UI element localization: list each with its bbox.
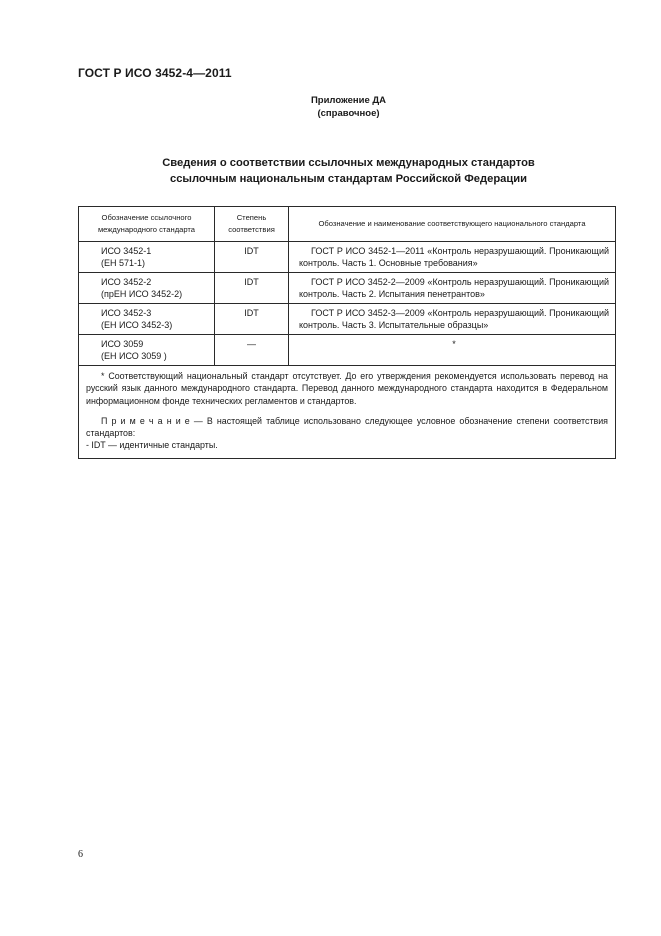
table-row xyxy=(79,335,616,366)
national-standard-cell: ГОСТ Р ИСО 3452-2—2009 «Контроль неразрушающий. Проникающий контроль. Часть 2. Испытания пенетрантов» xyxy=(289,273,616,304)
table-header-row xyxy=(79,207,616,242)
degree-cell: IDT xyxy=(215,273,289,304)
table-footnotes xyxy=(79,366,616,459)
table-row xyxy=(79,242,616,273)
footnote-text: * Соответствующий национальный стандарт отсутствует. До его утверждения рекомендуется использовать перевод на русский язык данного международного стандарта. Перевод данного международного стандарта находится в Федеральном информационном фонде технических регламентов и стандартов. xyxy=(86,371,608,406)
page-number: 6 xyxy=(78,849,83,860)
note-label: П р и м е ч а н и е xyxy=(101,415,190,426)
table-row xyxy=(79,304,616,335)
national-standard-cell: * xyxy=(289,335,616,366)
header-degree: Степень соответствия xyxy=(215,207,289,242)
section-title-line-1: Сведения о соответствии ссылочных международных стандартов xyxy=(162,157,535,169)
note-body: — В настоящей таблице использовано следующее условное обозначение степени соответствия стандартов: xyxy=(86,415,608,439)
header-reference-standard: Обозначение ссылочного международного стандарта xyxy=(79,207,215,242)
reference-cell: ИСО 3452-1 (ЕН 571-1) xyxy=(79,242,215,273)
annex-heading xyxy=(0,94,661,120)
header-national-standard: Обозначение и наименование соответствующего национального стандарта xyxy=(289,207,616,242)
table-row xyxy=(79,273,616,304)
section-title xyxy=(0,155,661,187)
table-footer-row xyxy=(79,366,616,459)
note-list-item: - IDT — идентичные стандарты. xyxy=(86,440,218,451)
document-designation: ГОСТ Р ИСО 3452-4—2011 xyxy=(78,66,232,80)
section-title-line-2: ссылочным национальным стандартам Российской Федерации xyxy=(169,173,528,185)
national-standard-cell: ГОСТ Р ИСО 3452-1—2011 «Контроль неразрушающий. Проникающий контроль. Часть 1. Основные требования» xyxy=(289,242,616,273)
reference-cell: ИСО 3452-3 (ЕН ИСО 3452-3) xyxy=(79,304,215,335)
note-text xyxy=(86,415,608,440)
degree-cell: IDT xyxy=(215,304,289,335)
annex-status: (справочное) xyxy=(317,108,380,119)
degree-cell: — xyxy=(215,335,289,366)
reference-cell: ИСО 3452-2 (прЕН ИСО 3452-2) xyxy=(79,273,215,304)
degree-cell: IDT xyxy=(215,242,289,273)
annex-title: Приложение ДА xyxy=(310,95,387,106)
national-standard-cell: ГОСТ Р ИСО 3452-3—2009 «Контроль неразрушающий. Проникающий контроль. Часть 3. Испытательные образцы» xyxy=(289,304,616,335)
standards-correspondence-table xyxy=(78,206,616,459)
reference-cell: ИСО 3059 (ЕН ИСО 3059 ) xyxy=(79,335,215,366)
